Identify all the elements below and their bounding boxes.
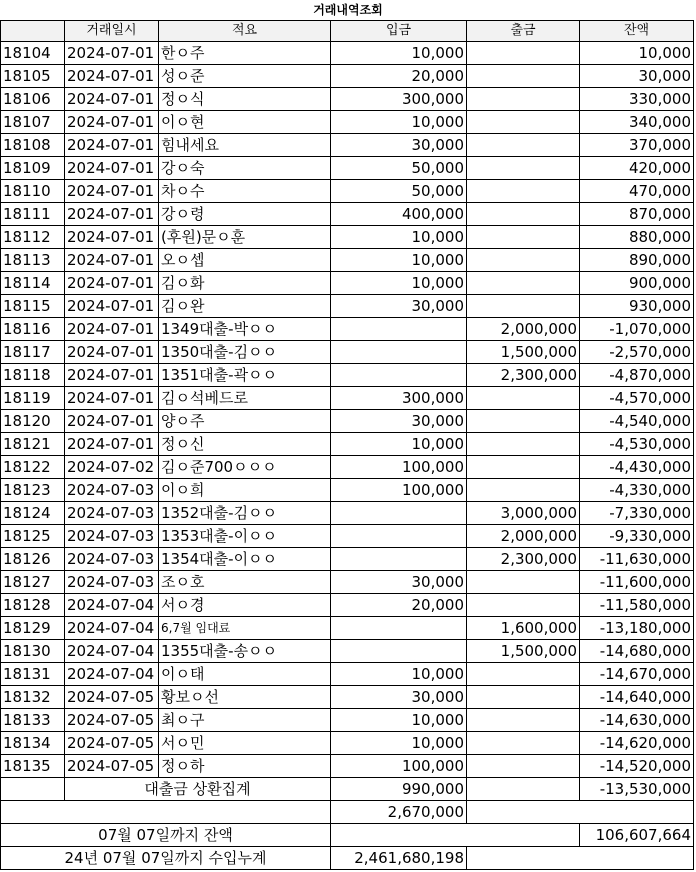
- transaction-table: [0, 20, 694, 870]
- cumulative-value: 2,461,680,198: [331, 847, 467, 870]
- row-withdraw: [467, 203, 580, 226]
- row-balance: -4,540,000: [580, 410, 694, 433]
- row-balance: 890,000: [580, 249, 694, 272]
- row-number: 18115: [1, 295, 65, 318]
- row-deposit: 400,000: [331, 203, 467, 226]
- row-balance: -14,630,000: [580, 709, 694, 732]
- row-number: 18126: [1, 548, 65, 571]
- row-memo: 1354대출-이ㅇㅇ: [159, 548, 331, 571]
- table-row: [1, 295, 694, 318]
- row-withdraw: 1,500,000: [467, 341, 580, 364]
- row-memo: 한ㅇ주: [159, 42, 331, 65]
- row-deposit: 10,000: [331, 249, 467, 272]
- row-deposit: 20,000: [331, 594, 467, 617]
- header-balance: 잔액: [580, 21, 694, 42]
- row-withdraw: 2,000,000: [467, 525, 580, 548]
- row-balance: -11,580,000: [580, 594, 694, 617]
- row-number: 18132: [1, 686, 65, 709]
- row-deposit: 10,000: [331, 732, 467, 755]
- table-row: [1, 180, 694, 203]
- row-deposit: 50,000: [331, 180, 467, 203]
- row-number: 18109: [1, 157, 65, 180]
- table-row: [1, 134, 694, 157]
- row-date: 2024-07-05: [65, 686, 159, 709]
- row-date: 2024-07-03: [65, 548, 159, 571]
- row-balance: -11,600,000: [580, 571, 694, 594]
- row-memo: 이ㅇ태: [159, 663, 331, 686]
- table-row: [1, 640, 694, 663]
- row-withdraw: [467, 272, 580, 295]
- table-row: [1, 456, 694, 479]
- row-deposit: [331, 364, 467, 387]
- row-deposit: 10,000: [331, 272, 467, 295]
- row-deposit: 10,000: [331, 226, 467, 249]
- row-deposit: 10,000: [331, 42, 467, 65]
- row-date: 2024-07-04: [65, 663, 159, 686]
- row-balance: 30,000: [580, 65, 694, 88]
- row-withdraw: [467, 571, 580, 594]
- row-balance: -13,180,000: [580, 617, 694, 640]
- row-date: 2024-07-01: [65, 433, 159, 456]
- row-number: 18125: [1, 525, 65, 548]
- row-memo: 서ㅇ민: [159, 732, 331, 755]
- loan-repay-balance: -13,530,000: [580, 778, 694, 801]
- row-balance: 880,000: [580, 226, 694, 249]
- row-memo: 정ㅇ신: [159, 433, 331, 456]
- row-withdraw: [467, 663, 580, 686]
- row-deposit: 10,000: [331, 709, 467, 732]
- table-row: [1, 203, 694, 226]
- row-deposit: 100,000: [331, 479, 467, 502]
- header-deposit: 입금: [331, 21, 467, 42]
- summary-cumulative-row: [1, 847, 694, 870]
- row-balance: -4,570,000: [580, 387, 694, 410]
- summary-deposit-total-row: [1, 801, 694, 824]
- row-balance: -4,530,000: [580, 433, 694, 456]
- row-balance: -9,330,000: [580, 525, 694, 548]
- row-deposit: 30,000: [331, 410, 467, 433]
- row-memo: 오ㅇ셉: [159, 249, 331, 272]
- row-number: 18127: [1, 571, 65, 594]
- row-memo: 김ㅇ석베드로: [159, 387, 331, 410]
- row-date: 2024-07-01: [65, 88, 159, 111]
- row-memo: 조ㅇ호: [159, 571, 331, 594]
- row-memo: 정ㅇ식: [159, 88, 331, 111]
- row-memo: 1351대출-곽ㅇㅇ: [159, 364, 331, 387]
- row-number: 18123: [1, 479, 65, 502]
- row-balance: 900,000: [580, 272, 694, 295]
- balance-value: 106,607,664: [580, 824, 694, 847]
- row-number: 18133: [1, 709, 65, 732]
- row-withdraw: [467, 180, 580, 203]
- row-memo: 1349대출-박ㅇㅇ: [159, 318, 331, 341]
- table-row: [1, 571, 694, 594]
- row-number: 18105: [1, 65, 65, 88]
- table-row: [1, 709, 694, 732]
- table-row: [1, 157, 694, 180]
- row-deposit: 30,000: [331, 295, 467, 318]
- row-deposit: 300,000: [331, 88, 467, 111]
- row-memo: 정ㅇ하: [159, 755, 331, 778]
- row-withdraw: 1,600,000: [467, 617, 580, 640]
- row-balance: 470,000: [580, 180, 694, 203]
- header-no: [1, 21, 65, 42]
- row-withdraw: [467, 88, 580, 111]
- row-number: 18113: [1, 249, 65, 272]
- row-date: 2024-07-01: [65, 226, 159, 249]
- row-number: 18124: [1, 502, 65, 525]
- row-withdraw: 2,000,000: [467, 318, 580, 341]
- row-withdraw: [467, 433, 580, 456]
- row-memo: 양ㅇ주: [159, 410, 331, 433]
- row-number: 18134: [1, 732, 65, 755]
- row-withdraw: 2,300,000: [467, 548, 580, 571]
- row-date: 2024-07-01: [65, 318, 159, 341]
- row-date: 2024-07-01: [65, 111, 159, 134]
- row-deposit: [331, 341, 467, 364]
- row-date: 2024-07-04: [65, 617, 159, 640]
- table-row: [1, 341, 694, 364]
- row-date: 2024-07-01: [65, 272, 159, 295]
- header-memo: 적요: [159, 21, 331, 42]
- row-date: 2024-07-05: [65, 755, 159, 778]
- table-row: [1, 88, 694, 111]
- row-balance: -14,680,000: [580, 640, 694, 663]
- row-memo: 김ㅇ화: [159, 272, 331, 295]
- row-date: 2024-07-04: [65, 640, 159, 663]
- row-number: 18111: [1, 203, 65, 226]
- row-memo: 황보ㅇ선: [159, 686, 331, 709]
- row-withdraw: [467, 249, 580, 272]
- row-memo: 1353대출-이ㅇㅇ: [159, 525, 331, 548]
- row-deposit: 30,000: [331, 134, 467, 157]
- row-number: 18116: [1, 318, 65, 341]
- row-balance: -2,570,000: [580, 341, 694, 364]
- row-memo: 6,7월 임대료: [159, 617, 331, 640]
- row-number: 18129: [1, 617, 65, 640]
- loan-repay-label: 대출금 상환집계: [65, 778, 331, 801]
- row-deposit: 50,000: [331, 157, 467, 180]
- row-deposit: [331, 617, 467, 640]
- row-date: 2024-07-03: [65, 479, 159, 502]
- row-withdraw: [467, 732, 580, 755]
- row-balance: -4,430,000: [580, 456, 694, 479]
- table-row: [1, 479, 694, 502]
- row-memo: 힘내세요: [159, 134, 331, 157]
- row-number: 18104: [1, 42, 65, 65]
- table-row: [1, 732, 694, 755]
- row-date: 2024-07-01: [65, 42, 159, 65]
- row-memo: 강ㅇ령: [159, 203, 331, 226]
- row-deposit: 300,000: [331, 387, 467, 410]
- page-title: 거래내역조회: [313, 3, 383, 17]
- row-date: 2024-07-01: [65, 387, 159, 410]
- row-memo: 서ㅇ경: [159, 594, 331, 617]
- row-balance: 420,000: [580, 157, 694, 180]
- table-row: [1, 42, 694, 65]
- row-date: 2024-07-05: [65, 732, 159, 755]
- row-withdraw: [467, 42, 580, 65]
- row-balance: 10,000: [580, 42, 694, 65]
- table-row: [1, 226, 694, 249]
- row-withdraw: [467, 709, 580, 732]
- balance-label: 07월 07일까지 잔액: [1, 824, 331, 847]
- row-withdraw: 2,300,000: [467, 364, 580, 387]
- row-date: 2024-07-01: [65, 134, 159, 157]
- row-withdraw: [467, 157, 580, 180]
- row-balance: -1,070,000: [580, 318, 694, 341]
- row-number: 18120: [1, 410, 65, 433]
- row-number: 18128: [1, 594, 65, 617]
- row-number: 18112: [1, 226, 65, 249]
- row-date: 2024-07-04: [65, 594, 159, 617]
- row-number: 18110: [1, 180, 65, 203]
- row-date: 2024-07-03: [65, 502, 159, 525]
- row-number: 18118: [1, 364, 65, 387]
- row-number: 18119: [1, 387, 65, 410]
- summary-loan-repay-row: [1, 778, 694, 801]
- row-memo: 1352대출-김ㅇㅇ: [159, 502, 331, 525]
- table-row: [1, 663, 694, 686]
- table-row: [1, 686, 694, 709]
- row-number: 18117: [1, 341, 65, 364]
- row-balance: -14,670,000: [580, 663, 694, 686]
- row-withdraw: [467, 65, 580, 88]
- row-number: 18122: [1, 456, 65, 479]
- row-memo: 1350대출-김ㅇㅇ: [159, 341, 331, 364]
- row-deposit: 10,000: [331, 663, 467, 686]
- row-number: 18131: [1, 663, 65, 686]
- row-balance: 370,000: [580, 134, 694, 157]
- table-row: [1, 111, 694, 134]
- row-withdraw: 3,000,000: [467, 502, 580, 525]
- row-date: 2024-07-01: [65, 180, 159, 203]
- row-withdraw: [467, 594, 580, 617]
- table-row: [1, 318, 694, 341]
- row-withdraw: [467, 226, 580, 249]
- row-memo: 최ㅇ구: [159, 709, 331, 732]
- row-deposit: 30,000: [331, 686, 467, 709]
- row-withdraw: 1,500,000: [467, 640, 580, 663]
- row-deposit: 100,000: [331, 755, 467, 778]
- row-balance: -7,330,000: [580, 502, 694, 525]
- row-deposit: [331, 318, 467, 341]
- row-withdraw: [467, 111, 580, 134]
- row-memo: 이ㅇ희: [159, 479, 331, 502]
- table-row: [1, 755, 694, 778]
- table-row: [1, 65, 694, 88]
- row-balance: 870,000: [580, 203, 694, 226]
- row-date: 2024-07-01: [65, 249, 159, 272]
- row-withdraw: [467, 479, 580, 502]
- row-number: 18135: [1, 755, 65, 778]
- row-memo: 1355대출-송ㅇㅇ: [159, 640, 331, 663]
- row-withdraw: [467, 456, 580, 479]
- table-row: [1, 364, 694, 387]
- row-date: 2024-07-01: [65, 295, 159, 318]
- row-deposit: [331, 525, 467, 548]
- row-date: 2024-07-01: [65, 410, 159, 433]
- row-memo: 김ㅇ준700ㅇㅇㅇ: [159, 456, 331, 479]
- row-deposit: [331, 640, 467, 663]
- table-row: [1, 594, 694, 617]
- header-date: 거래일시: [65, 21, 159, 42]
- row-balance: 330,000: [580, 88, 694, 111]
- row-deposit: [331, 502, 467, 525]
- row-withdraw: [467, 295, 580, 318]
- row-deposit: 20,000: [331, 65, 467, 88]
- table-row: [1, 548, 694, 571]
- summary-balance-row: [1, 824, 694, 847]
- row-balance: 930,000: [580, 295, 694, 318]
- table-row: [1, 272, 694, 295]
- table-row: [1, 410, 694, 433]
- row-date: 2024-07-01: [65, 203, 159, 226]
- row-balance: -4,330,000: [580, 479, 694, 502]
- row-number: 18107: [1, 111, 65, 134]
- row-balance: 340,000: [580, 111, 694, 134]
- row-deposit: 100,000: [331, 456, 467, 479]
- row-date: 2024-07-01: [65, 65, 159, 88]
- cumulative-label: 24년 07월 07일까지 수입누계: [1, 847, 331, 870]
- row-memo: 김ㅇ완: [159, 295, 331, 318]
- loan-repay-deposit: 990,000: [331, 778, 467, 801]
- row-memo: 차ㅇ수: [159, 180, 331, 203]
- row-date: 2024-07-05: [65, 709, 159, 732]
- deposit-total: 2,670,000: [331, 801, 467, 824]
- table-row: [1, 502, 694, 525]
- row-balance: -14,640,000: [580, 686, 694, 709]
- row-balance: -14,520,000: [580, 755, 694, 778]
- row-deposit: 10,000: [331, 433, 467, 456]
- row-number: 18114: [1, 272, 65, 295]
- row-memo: (후원)문ㅇ훈: [159, 226, 331, 249]
- row-withdraw: [467, 387, 580, 410]
- row-withdraw: [467, 686, 580, 709]
- row-number: 18121: [1, 433, 65, 456]
- row-date: 2024-07-02: [65, 456, 159, 479]
- row-date: 2024-07-01: [65, 341, 159, 364]
- row-date: 2024-07-01: [65, 157, 159, 180]
- row-date: 2024-07-03: [65, 525, 159, 548]
- header-withdraw: 출금: [467, 21, 580, 42]
- table-row: [1, 387, 694, 410]
- row-withdraw: [467, 410, 580, 433]
- row-balance: -4,870,000: [580, 364, 694, 387]
- row-number: 18130: [1, 640, 65, 663]
- row-deposit: 30,000: [331, 571, 467, 594]
- row-deposit: [331, 548, 467, 571]
- row-balance: -14,620,000: [580, 732, 694, 755]
- row-balance: -11,630,000: [580, 548, 694, 571]
- row-withdraw: [467, 134, 580, 157]
- row-date: 2024-07-01: [65, 364, 159, 387]
- row-memo: 이ㅇ현: [159, 111, 331, 134]
- table-row: [1, 525, 694, 548]
- row-memo: 강ㅇ숙: [159, 157, 331, 180]
- table-header-row: [1, 21, 694, 42]
- row-deposit: 10,000: [331, 111, 467, 134]
- row-number: 18108: [1, 134, 65, 157]
- table-row: [1, 249, 694, 272]
- row-number: 18106: [1, 88, 65, 111]
- table-row: [1, 617, 694, 640]
- row-memo: 성ㅇ준: [159, 65, 331, 88]
- table-row: [1, 433, 694, 456]
- row-withdraw: [467, 755, 580, 778]
- row-date: 2024-07-03: [65, 571, 159, 594]
